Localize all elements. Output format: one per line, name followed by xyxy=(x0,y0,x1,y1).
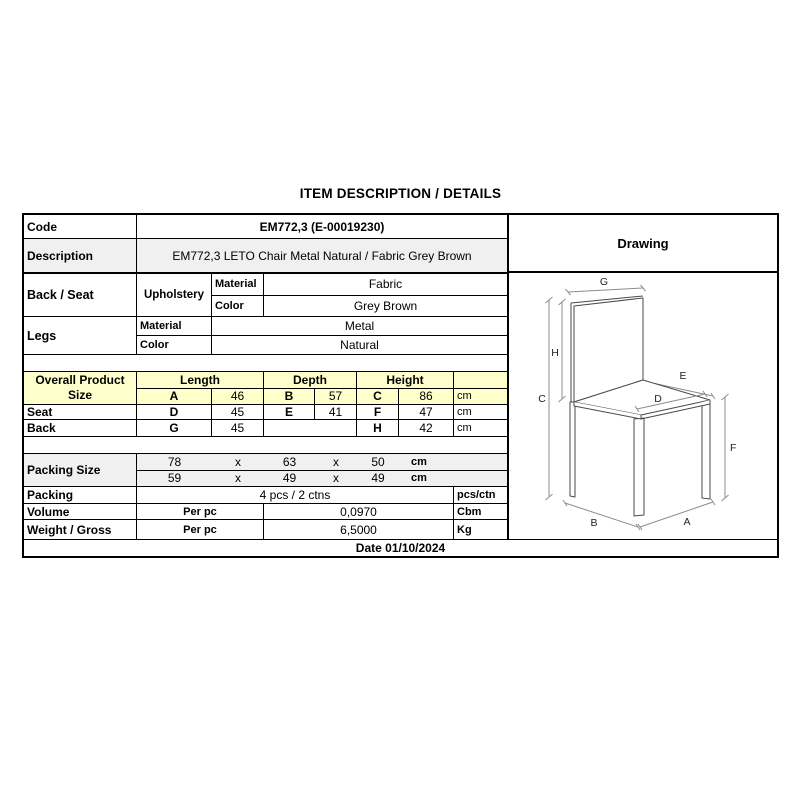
packing-label: Packing xyxy=(24,487,137,503)
size-header-unit-cell xyxy=(454,372,507,388)
dim-unit: cm xyxy=(457,390,472,403)
weight-basis: Per pc xyxy=(137,520,264,539)
pack2-v2: 49 xyxy=(282,471,297,486)
weight-label: Weight / Gross xyxy=(24,520,137,539)
pack2-x1: x xyxy=(235,471,241,486)
packing-size-group xyxy=(24,454,507,487)
pack1-x2: x xyxy=(333,454,339,469)
back-seat-color-label: Color xyxy=(212,296,264,317)
dim-b-value: 57 xyxy=(315,389,357,405)
packing-dims-1 xyxy=(137,454,507,470)
back-seat-subcol xyxy=(212,274,507,316)
back-seat-group xyxy=(24,274,507,317)
dim-line-label-d: D xyxy=(654,393,662,405)
drawing-area xyxy=(509,273,777,539)
size-header-row xyxy=(137,372,507,389)
description-label: Description xyxy=(24,239,137,272)
legs-label: Legs xyxy=(24,317,137,354)
spec-left-section xyxy=(24,215,509,539)
packing-size-label: Packing Size xyxy=(24,454,137,486)
weight-row xyxy=(24,520,507,539)
dim-e-letter: E xyxy=(264,405,315,419)
legs-color-value: Natural xyxy=(340,338,379,352)
depth-header: Depth xyxy=(264,372,357,388)
dim-line-label-b: B xyxy=(590,517,598,529)
dim-b-letter: B xyxy=(264,389,315,405)
code-label: Code xyxy=(24,215,137,238)
size-values-row xyxy=(137,389,507,405)
packing-size-row-2 xyxy=(137,471,507,487)
weight-value: 6,5000 xyxy=(264,520,454,539)
volume-value: 0,0970 xyxy=(264,504,454,519)
back-unit: cm xyxy=(457,422,472,434)
description-value: EM772,3 LETO Chair Metal Natural / Fabric Grey Brown xyxy=(172,248,472,263)
spacer-row xyxy=(24,355,507,372)
pack2-x2: x xyxy=(333,471,339,486)
volume-unit: Cbm xyxy=(457,505,482,518)
back-seat-color-value: Grey Brown xyxy=(353,298,418,313)
weight-unit: Kg xyxy=(457,523,472,536)
spec-table-main xyxy=(24,215,777,539)
dim-c-value: 86 xyxy=(399,389,454,405)
overall-size-group xyxy=(24,372,507,405)
dim-c-letter: C xyxy=(357,389,399,405)
legs-group xyxy=(24,317,507,355)
dim-line-label-a: A xyxy=(683,516,691,528)
spacer-cell xyxy=(24,355,507,371)
seat-label: Seat xyxy=(24,405,137,419)
dim-line-label-h: H xyxy=(551,347,559,359)
back-row xyxy=(24,420,507,437)
upholstery-cell: Upholstery xyxy=(137,274,212,316)
pack1-x1: x xyxy=(235,454,241,469)
back-seat-material-label: Material xyxy=(212,274,264,295)
dim-f-letter: F xyxy=(357,405,399,419)
back-seat-label: Back / Seat xyxy=(24,274,137,316)
legs-color-label: Color xyxy=(137,336,212,354)
date-value: Date 01/10/2024 xyxy=(355,541,446,555)
packing-size-row-1 xyxy=(137,454,507,471)
pack1-v2: 63 xyxy=(282,454,297,469)
dim-line-label-c: C xyxy=(538,393,546,405)
legs-material-value: Metal xyxy=(344,319,375,333)
legs-material-row xyxy=(137,317,507,336)
spacer-cell xyxy=(24,437,507,453)
dim-line-label-f: F xyxy=(730,442,737,454)
drawing-header: Drawing xyxy=(509,215,777,273)
chair-drawing xyxy=(509,273,777,536)
dim-a-letter: A xyxy=(137,389,212,405)
height-header: Height xyxy=(357,372,454,388)
pack1-unit: cm xyxy=(411,455,427,468)
pack2-v3: 49 xyxy=(371,471,385,486)
length-header: Length xyxy=(137,372,264,388)
legs-body xyxy=(137,317,507,354)
seat-unit: cm xyxy=(457,406,472,418)
dim-line-label-g: G xyxy=(599,276,609,288)
volume-row xyxy=(24,504,507,520)
back-seat-color-row xyxy=(212,296,507,317)
page-title: ITEM DESCRIPTION / DETAILS xyxy=(299,186,502,201)
back-seat-body xyxy=(137,274,507,316)
volume-label: Volume xyxy=(24,504,137,519)
dim-g-value: 45 xyxy=(212,420,264,436)
code-value: EM772,3 (E-00019230) xyxy=(259,219,385,234)
overall-size-label: Overall Product Size xyxy=(24,372,137,404)
dim-d-letter: D xyxy=(137,405,212,419)
date-row xyxy=(24,539,777,556)
packing-dims-2 xyxy=(137,471,507,487)
pack2-unit: cm xyxy=(411,472,427,485)
spec-table xyxy=(22,213,779,558)
back-seat-material-row xyxy=(212,274,507,296)
legs-color-row xyxy=(137,336,507,354)
back-label: Back xyxy=(24,420,137,436)
legs-material-label: Material xyxy=(137,317,212,335)
dim-line-label-e: E xyxy=(679,370,687,382)
packing-row xyxy=(24,487,507,504)
dim-e-value: 41 xyxy=(315,405,357,419)
dim-h-value: 42 xyxy=(399,420,454,436)
packing-size-body xyxy=(137,454,507,486)
seat-row xyxy=(24,405,507,420)
dim-a-value: 46 xyxy=(212,389,264,405)
dim-d-value: 45 xyxy=(212,405,264,419)
description-row xyxy=(24,239,507,274)
volume-basis: Per pc xyxy=(137,504,264,519)
back-row-empty xyxy=(264,420,357,436)
pack2-v1: 59 xyxy=(167,471,182,486)
packing-value: 4 pcs / 2 ctns xyxy=(137,487,454,503)
pack1-v1: 78 xyxy=(167,454,182,469)
drawing-section xyxy=(509,215,777,539)
overall-size-body xyxy=(137,372,507,404)
back-seat-material-value: Fabric xyxy=(368,277,403,292)
spacer-row xyxy=(24,437,507,454)
dim-g-letter: G xyxy=(137,420,212,436)
dim-h-letter: H xyxy=(357,420,399,436)
packing-unit: pcs/ctn xyxy=(457,489,496,501)
pack1-v3: 50 xyxy=(371,454,385,469)
code-row xyxy=(24,215,507,239)
dim-f-value: 47 xyxy=(399,405,454,419)
